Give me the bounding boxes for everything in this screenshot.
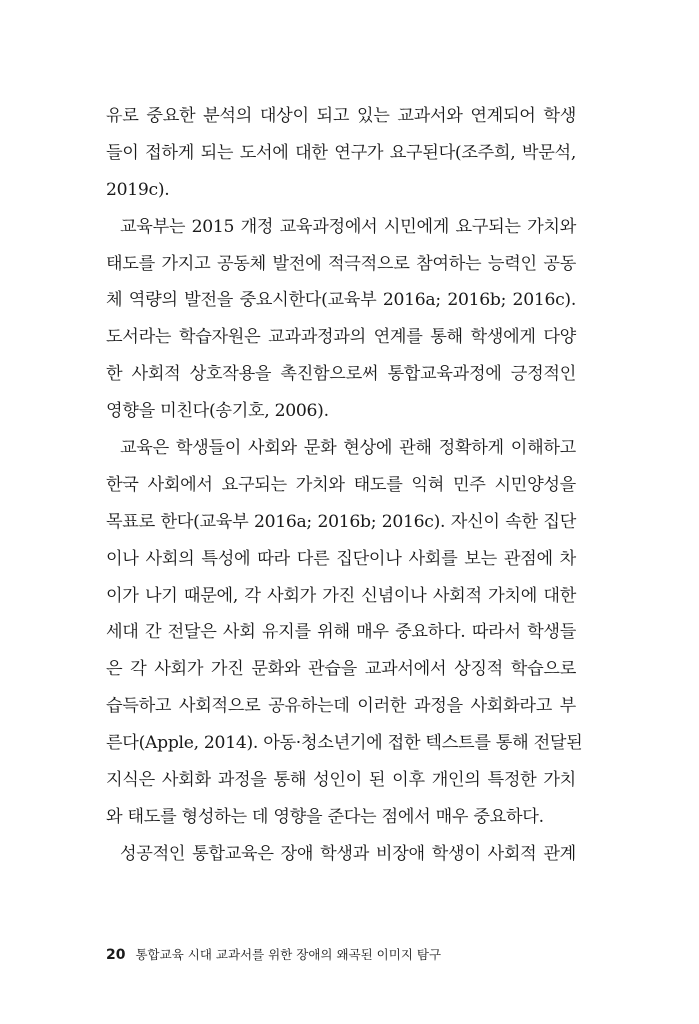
text-line-15: 세대 간 전달은 사회 유지를 위해 매우 중요하다. 따라서 학생들 <box>106 622 576 643</box>
running-title: 통합교육 시대 교과서를 위한 장애의 왜곡된 이미지 탐구 <box>135 947 442 962</box>
text-line-13: 이나 사회의 특성에 따라 다른 집단이나 사회를 보는 관점에 차 <box>106 548 576 569</box>
page-number: 20 <box>106 947 126 963</box>
text-line-5: 태도를 가지고 공동체 발전에 적극적으로 참여하는 능력인 공동 <box>106 253 576 274</box>
text-line-9: 영향을 미친다(송기호, 2006). <box>106 401 329 422</box>
page-body-text <box>106 98 583 873</box>
text-line-2: 들이 접하게 되는 도서에 대한 연구가 요구된다(조주희, 박문석, <box>106 142 576 163</box>
text-line-7: 도서라는 학습자원은 교과과정과의 연계를 통해 학생에게 다양 <box>106 327 576 348</box>
text-line-12: 목표로 한다(교육부 2016a; 2016b; 2016c). 자신이 속한 집단 <box>106 511 576 532</box>
text-line-16: 은 각 사회가 가진 문화와 관습을 교과서에서 상징적 학습으로 <box>106 659 576 680</box>
text-line-1: 유로 중요한 분석의 대상이 되고 있는 교과서와 연계되어 학생 <box>106 106 576 126</box>
text-line-10: 교육은 학생들이 사회와 문화 현상에 관해 정확하게 이해하고 <box>120 438 576 459</box>
text-line-18: 른다(Apple, 2014). 아동·청소년기에 접한 텍스트를 통해 전달된 <box>106 733 583 754</box>
text-line-11: 한국 사회에서 요구되는 가치와 태도를 익혀 민주 시민양성을 <box>106 474 576 495</box>
text-line-19: 지식은 사회화 과정을 통해 성인이 된 이후 개인의 특정한 가치 <box>106 770 576 791</box>
text-line-17: 습득하고 사회적으로 공유하는데 이러한 과정을 사회화라고 부 <box>106 696 576 717</box>
text-line-14: 이가 나기 때문에, 각 사회가 가진 신념이나 사회적 가치에 대한 <box>106 585 576 606</box>
page-footer <box>106 945 441 963</box>
text-line-6: 체 역량의 발전을 중요시한다(교육부 2016a; 2016b; 2016c). <box>106 290 576 311</box>
text-line-20: 와 태도를 형성하는 데 영향을 준다는 점에서 매우 중요하다. <box>106 806 544 827</box>
text-line-21: 성공적인 통합교육은 장애 학생과 비장애 학생이 사회적 관계 <box>120 843 576 864</box>
text-line-8: 한 사회적 상호작용을 촉진함으로써 통합교육과정에 긍정적인 <box>106 364 576 385</box>
text-line-3: 2019c). <box>106 179 170 200</box>
text-line-4: 교육부는 2015 개정 교육과정에서 시민에게 요구되는 가치와 <box>120 216 576 237</box>
